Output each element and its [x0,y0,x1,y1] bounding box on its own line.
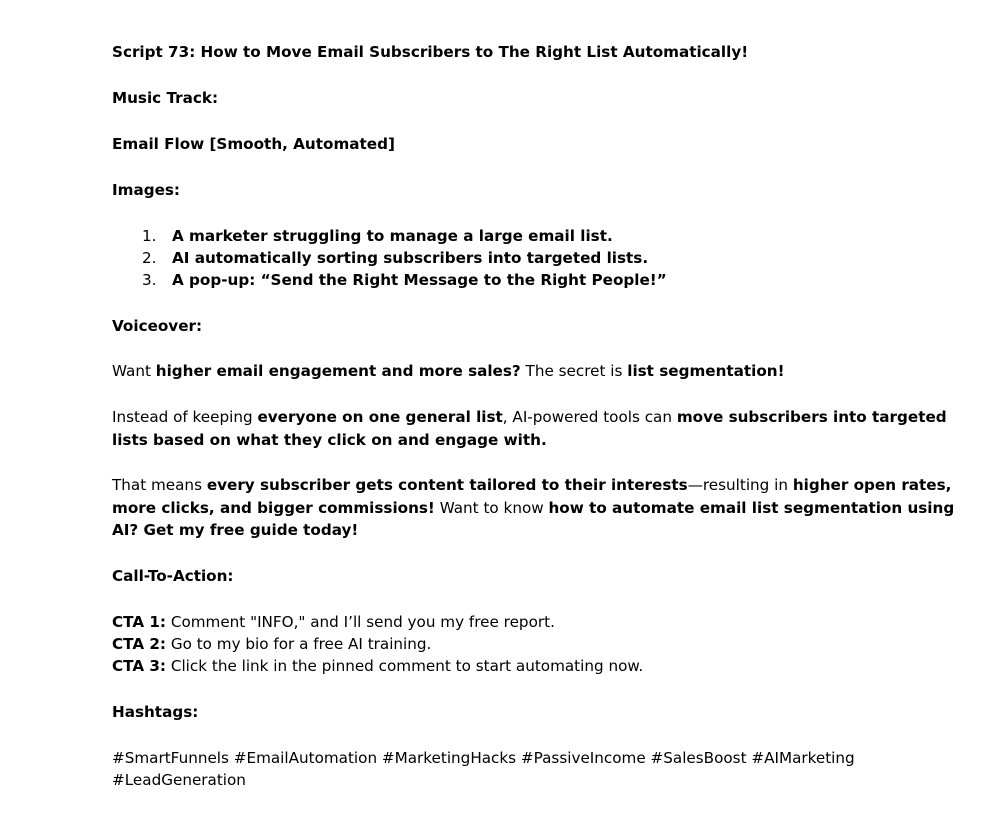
text-run-bold: higher email engagement and more sales? [155,362,521,380]
cta-item [112,611,555,633]
list-text: A pop-up: “Send the Right Message to the Right People!” [172,271,667,289]
text-run: The secret is [520,362,628,380]
music-heading: Music Track: [112,89,219,107]
cta-text: Click the link in the pinned comment to start automating now. [166,657,644,675]
text-run: , AI-powered tools can [502,408,677,426]
list-number: 2. [142,249,157,267]
voiceover-paragraph-2-line-1 [112,406,947,428]
list-item [112,225,892,247]
cta-item [112,633,431,655]
text-run: Instead of keeping [112,408,258,426]
script-title: Script 73: How to Move Email Subscribers to The Right List Automatically! [112,43,749,61]
hashtags-line-2: #LeadGeneration [112,771,246,789]
voiceover-paragraph-1 [112,360,785,382]
cta-text: Go to my bio for a free AI training. [166,635,432,653]
cta-heading: Call-To-Action: [112,567,234,585]
cta-item [112,655,643,677]
cta-label: CTA 1: [112,613,167,631]
list-item [112,247,892,269]
list-number: 3. [142,271,157,289]
voiceover-paragraph-3-line-2 [112,497,954,519]
music-track: Email Flow [Smooth, Automated] [112,135,395,153]
cta-label: CTA 2: [112,635,167,653]
text-run: Want to know [434,499,549,517]
voiceover-paragraph-3-line-3: AI? Get my free guide today! [112,521,359,539]
voiceover-paragraph-2-line-2: lists based on what they click on and engage with. [112,431,547,449]
cta-text: Comment "INFO," and I’ll send you my free report. [166,613,555,631]
voiceover-heading: Voiceover: [112,317,203,335]
list-text: AI automatically sorting subscribers into targeted lists. [172,249,649,267]
text-run-bold: every subscriber gets content tailored to their interests [206,476,688,494]
text-run: —resulting in [687,476,793,494]
text-run: Want [112,362,156,380]
text-run-bold: more clicks, and bigger commissions! [112,499,435,517]
hashtags-line-1: #SmartFunnels #EmailAutomation #MarketingHacks #PassiveIncome #SalesBoost #AIMarketing [112,749,855,767]
text-run-bold: everyone on one general list [257,408,503,426]
list-text: A marketer struggling to manage a large email list. [172,227,613,245]
voiceover-paragraph-3-line-1 [112,474,951,496]
text-run-bold: higher open rates, [792,476,952,494]
cta-label: CTA 3: [112,657,167,675]
images-heading: Images: [112,181,181,199]
text-run: That means [112,476,207,494]
hashtags-heading: Hashtags: [112,703,199,721]
text-run-bold: move subscribers into targeted [676,408,947,426]
text-run-bold: how to automate email list segmentation using [548,499,955,517]
list-item [112,269,892,291]
text-run-bold: list segmentation! [627,362,785,380]
list-number: 1. [142,227,157,245]
